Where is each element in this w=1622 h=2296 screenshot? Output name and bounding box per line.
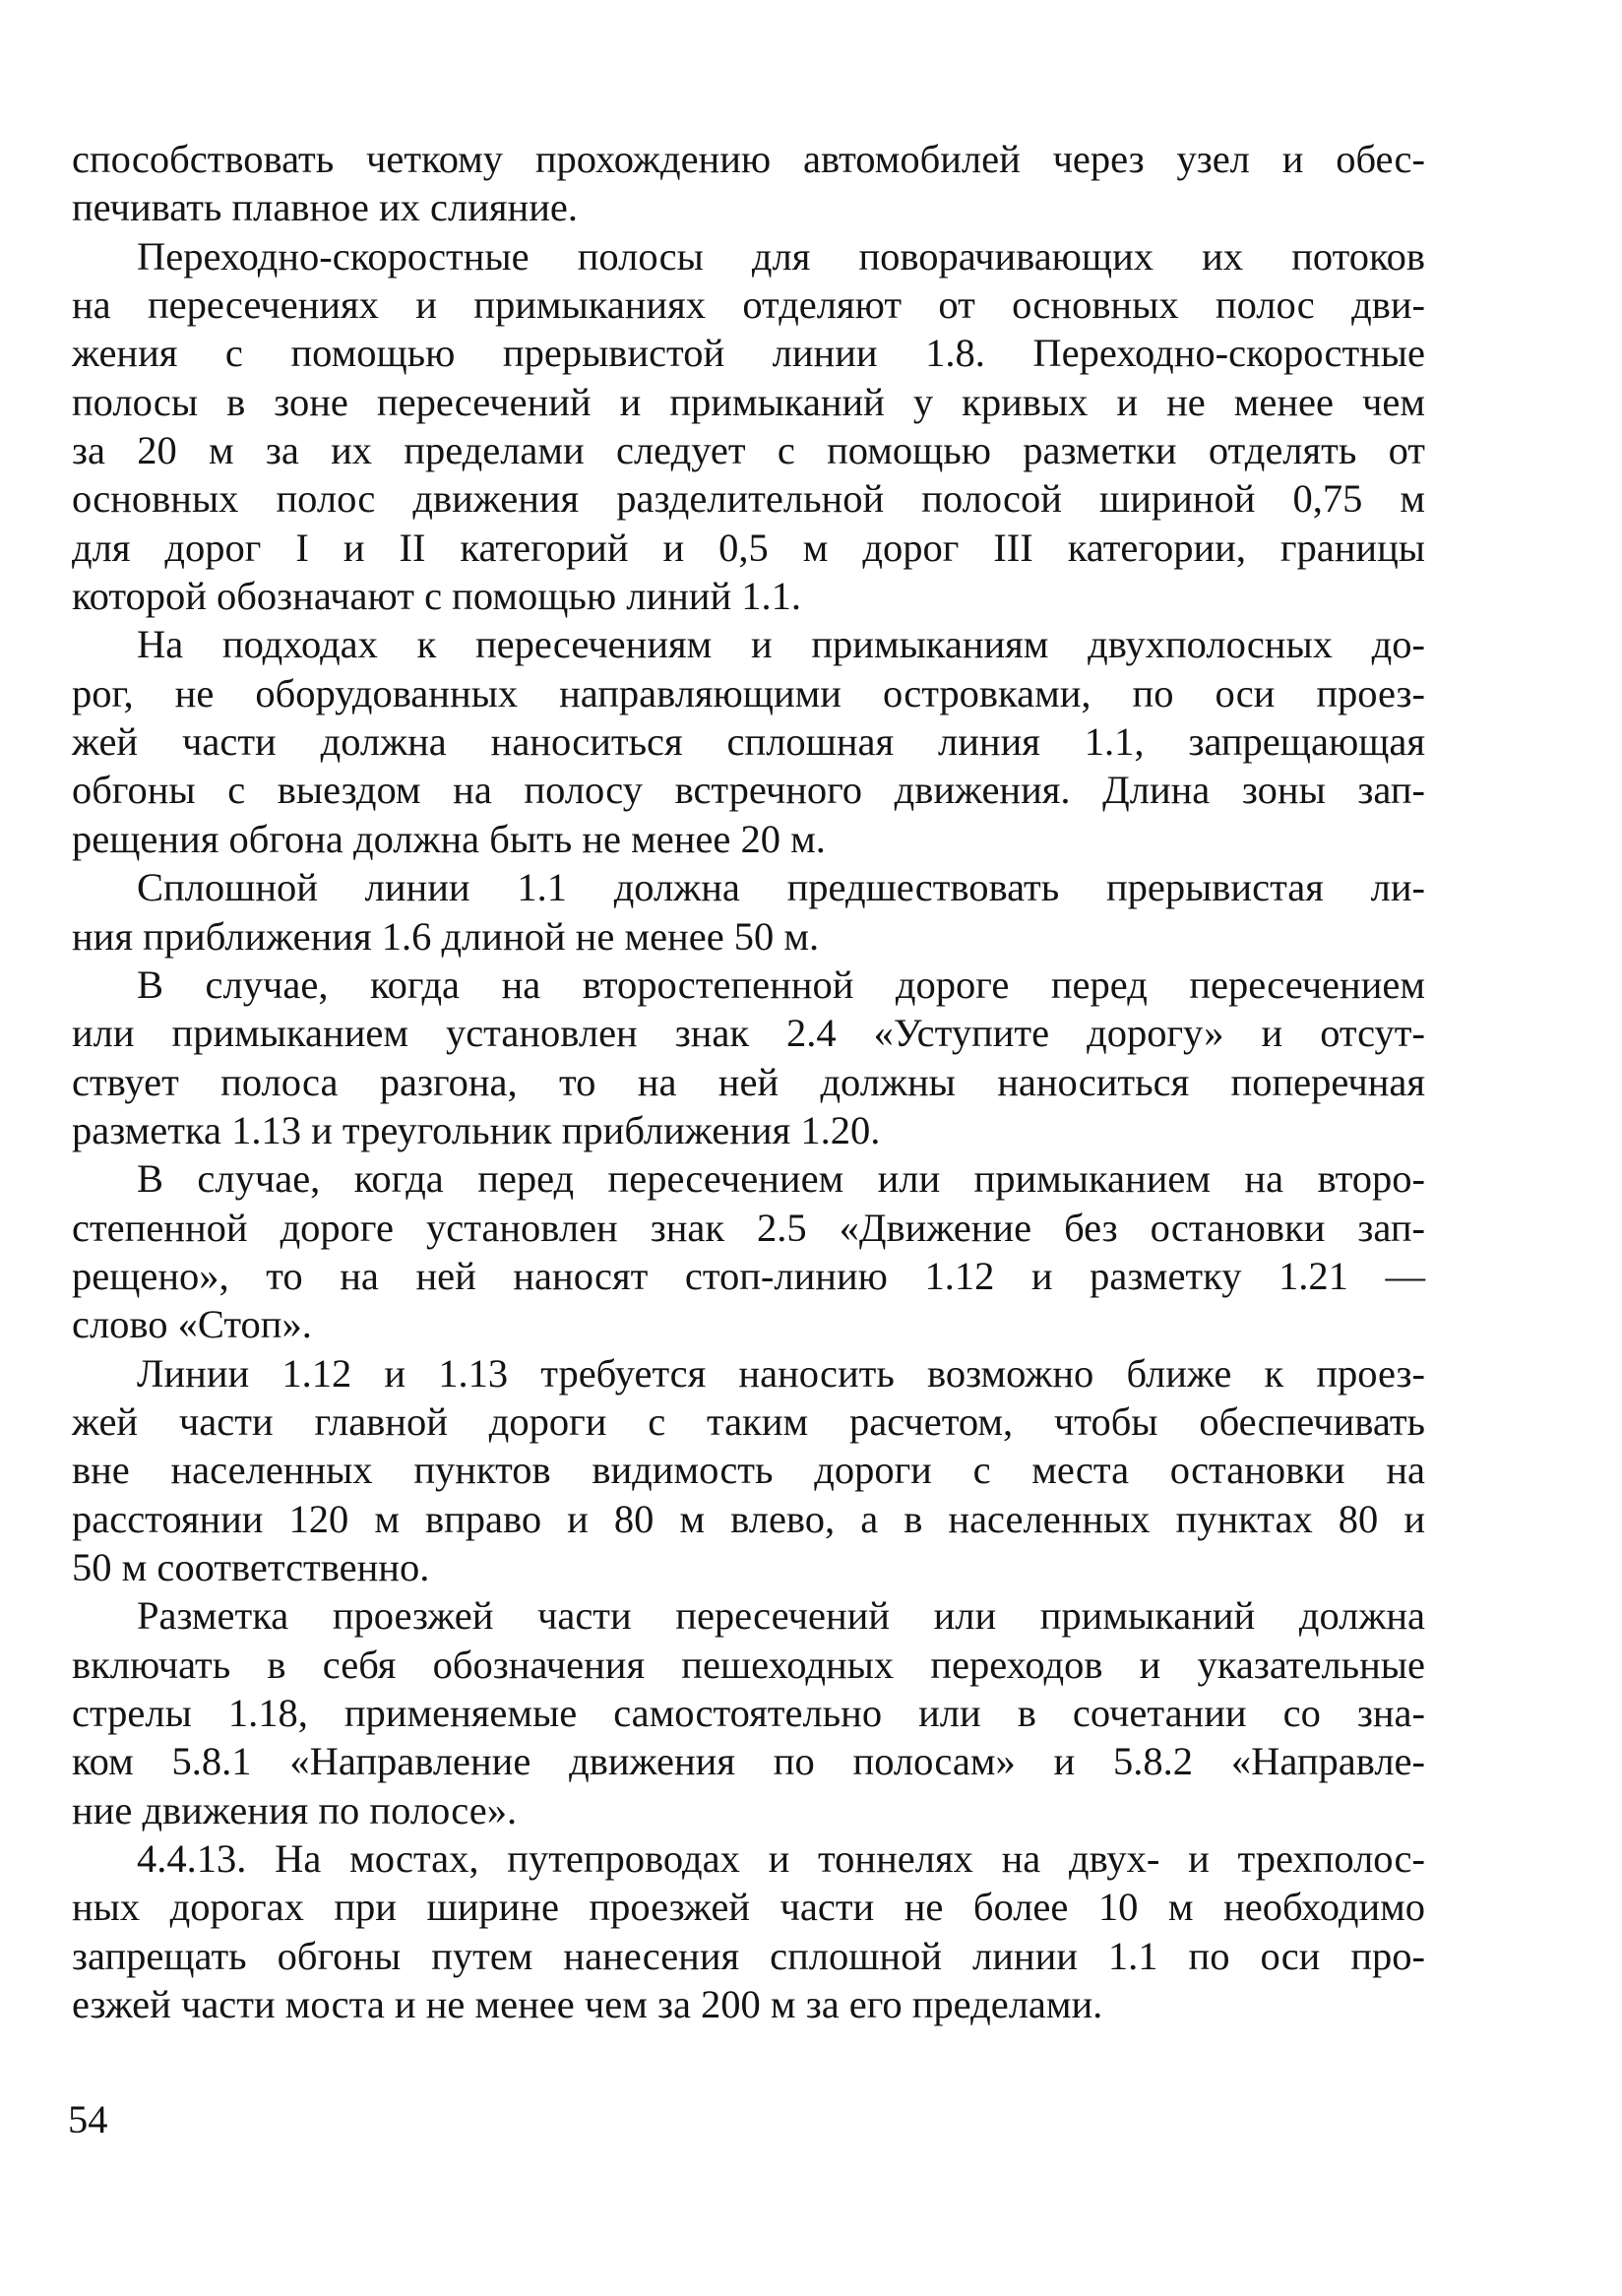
text-line: на пересечениях и примыканиях отделяют от основных полос дви-	[72, 282, 1425, 328]
text-line: или примыканием установлен знак 2.4 «Уступите дорогу» и отсут-	[72, 1011, 1425, 1056]
text-line: На подходах к пересечениям и примыканиям двухполосных до-	[137, 622, 1425, 667]
text-line: ствует полоса разгона, то на ней должны наноситься поперечная	[72, 1059, 1425, 1104]
text-line: ния приближения 1.6 длиной не менее 50 м.	[72, 913, 820, 959]
text-line: вне населенных пунктов видимость дороги с места остановки на	[72, 1448, 1425, 1493]
text-line: разметка 1.13 и треугольник приближения 1.20.	[72, 1107, 881, 1152]
text-line: жей части главной дороги с таким расчетом, чтобы обеспечивать	[72, 1398, 1425, 1444]
paragraph	[72, 1349, 1425, 1592]
text-line: ние движения по полосе».	[72, 1787, 518, 1832]
text-line: Переходно-скоростные полосы для поворачивающих их потоков	[137, 233, 1425, 279]
text-line: рог, не оборудованных направляющими островками, по оси проез-	[72, 670, 1425, 715]
text-line: способствовать четкому прохождению автомобилей через узел и обес-	[72, 137, 1425, 181]
text-line: ком 5.8.1 «Направление движения по полосам» и 5.8.2 «Направле-	[72, 1739, 1425, 1784]
text-line: В случае, когда на второстепенной дороге перед пересечением	[137, 962, 1425, 1007]
text-line: стрелы 1.18, применяемые самостоятельно или в сочетании со зна-	[72, 1691, 1425, 1735]
text-line: обгоны с выездом на полосу встречного движения. Длина зоны зап-	[72, 768, 1425, 813]
page-number: 54	[68, 2097, 108, 2141]
paragraph	[72, 232, 1425, 621]
text-line: включать в себя обозначения пешеходных переходов и указательные	[72, 1642, 1425, 1687]
paragraph	[72, 1591, 1425, 1834]
text-line: В случае, когда перед пересечением или примыканием на второ-	[137, 1156, 1425, 1202]
text-line: которой обозначают с помощью линий 1.1.	[72, 574, 802, 619]
text-line: рещения обгона должна быть не менее 20 м.	[72, 816, 826, 861]
paragraph	[72, 135, 1425, 232]
text-line: степенной дороге установлен знак 2.5 «Движение без остановки зап-	[72, 1205, 1425, 1250]
text-line: слово «Стоп».	[72, 1302, 312, 1347]
paragraph	[72, 1834, 1425, 2028]
body-text	[72, 135, 1425, 2028]
text-line: печивать плавное их слияние.	[72, 185, 578, 230]
text-line: основных полос движения разделительной полосой шириной 0,75 м	[72, 476, 1425, 522]
text-line: Линии 1.12 и 1.13 требуется наносить возможно ближе к проез-	[137, 1350, 1425, 1396]
text-line: для дорог I и II категорий и 0,5 м дорог III категории, границы	[72, 525, 1425, 570]
text-line: рещено», то на ней наносят стоп-линию 1.12 и разметку 1.21 —	[72, 1253, 1425, 1298]
text-line: 4.4.13. На мостах, путепроводах и тоннелях на двух- и трехполос-	[137, 1836, 1425, 1882]
paragraph	[72, 961, 1425, 1154]
text-line: запрещать обгоны путем нанесения сплошной линии 1.1 по оси про-	[72, 1933, 1425, 1978]
text-line: езжей части моста и не менее чем за 200 м за его пределами.	[72, 1982, 1103, 2027]
text-line: расстоянии 120 м вправо и 80 м влево, а в населенных пунктах 80 и	[72, 1496, 1425, 1541]
text-line: 50 м соответственно.	[72, 1544, 430, 1589]
paragraph	[72, 620, 1425, 863]
paragraph	[72, 863, 1425, 961]
text-line: за 20 м за их пределами следует с помощью разметки отделять от	[72, 428, 1425, 473]
text-line: жей части должна наноситься сплошная линия 1.1, запрещающая	[72, 719, 1425, 765]
paragraph	[72, 1154, 1425, 1348]
text-line: полосы в зоне пересечений и примыканий у кривых и не менее чем	[72, 379, 1425, 424]
text-line: Разметка проезжей части пересечений или примыканий должна	[137, 1593, 1425, 1639]
text-line: Сплошной линии 1.1 должна предшествовать прерывистая ли-	[137, 865, 1425, 910]
text-line: жения с помощью прерывистой линии 1.8. Переходно-скоростные	[72, 331, 1425, 376]
text-line: ных дорогах при ширине проезжей части не более 10 м необходимо	[72, 1885, 1425, 1930]
